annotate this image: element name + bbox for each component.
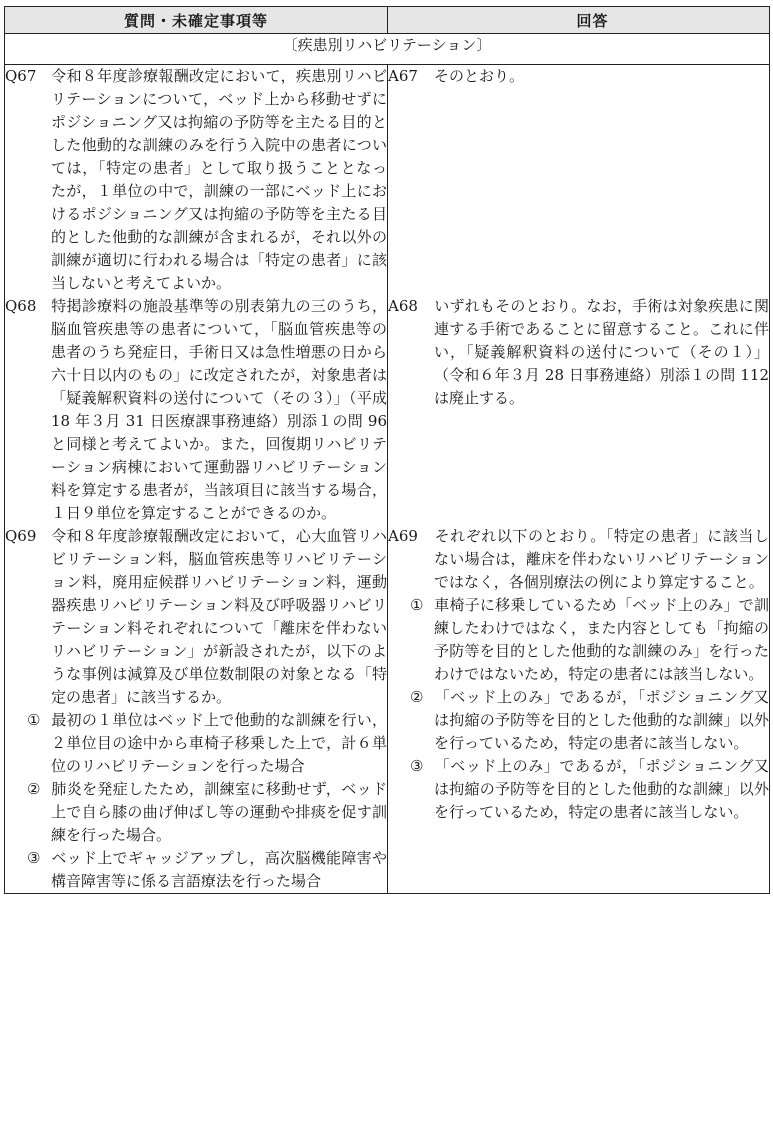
answer-text-67 <box>388 65 769 88</box>
qa-table <box>4 6 770 894</box>
qa-row-69 <box>5 525 770 894</box>
answer-body-67: そのとおり。 <box>434 67 525 85</box>
item-marker: ③ <box>410 757 424 775</box>
question-item <box>5 709 387 778</box>
question-text-69 <box>5 525 387 709</box>
item-marker: ① <box>27 711 41 729</box>
item-text: 「ベッド上のみ」であるが，「ポジショニング又は拘縮の予防等を目的とした他動的な訓練」以外を行っているため，特定の患者に該当しない。 <box>434 688 769 752</box>
question-cell-67 <box>5 65 388 296</box>
answer-label-68: A68 <box>388 297 418 315</box>
qa-row-67 <box>5 65 770 296</box>
answer-item <box>388 686 769 755</box>
question-body-67: 令和８年度診療報酬改定において，疾患別リハビリテーションについて，ベッド上から移動せずにポジショニング又は拘縮の予防等を主たる目的とした他動的な訓練のみを行う入院中の患者については，「特定の患者」として取り扱うこととなったが，１単位の中で，訓練の一部にベッド上におけるポジショニング又は拘縮の予防等を主たる目的とした他動的な訓練が含まれるが，それ以外の訓練が適切に行われる場合は「特定の患者」に該当しないと考えてよいか。 <box>51 67 387 292</box>
table-header-row <box>5 7 770 34</box>
section-row <box>5 34 770 65</box>
item-marker: ② <box>410 688 424 706</box>
item-marker: ③ <box>27 849 41 867</box>
item-marker: ① <box>410 596 424 614</box>
question-label-69: Q69 <box>5 527 37 545</box>
item-marker: ② <box>27 780 41 798</box>
answer-body-68: いずれもそのとおり。なお，手術は対象疾患に関連する手術であることに留意すること。これに伴い，「疑義解釈資料の送付について（その１）」（令和６年３月 28 日事務連絡）別添１の問 112 は廃止する。 <box>434 297 769 407</box>
question-item <box>5 778 387 847</box>
answer-body-69: それぞれ以下のとおり。「特定の患者」に該当しない場合は，離床を伴わないリハビリテーションではなく，各個別療法の例により算定すること。 <box>434 527 769 591</box>
question-cell-69 <box>5 525 388 894</box>
section-title: 〔疾患別リハビリテーション〕 <box>5 34 770 65</box>
question-column-header: 質問・未確定事項等 <box>5 7 388 34</box>
item-text: 車椅子に移乗しているため「ベッド上のみ」で訓練したわけではなく，また内容としても「拘縮の予防等を目的とした他動的な訓練のみ」を行ったわけではないため，特定の患者には該当しない。 <box>434 596 769 683</box>
answer-text-68 <box>388 295 769 410</box>
answer-label-67: A67 <box>388 67 418 85</box>
item-text: 肺炎を発症したため，訓練室に移動せず，ベッド上で自ら膝の曲げ伸ばし等の運動や排痰を促す訓練を行った場合。 <box>51 780 387 844</box>
question-label-67: Q67 <box>5 67 37 85</box>
question-cell-68 <box>5 295 388 525</box>
item-text: 最初の１単位はベッド上で他動的な訓練を行い，２単位目の途中から車椅子移乗した上で，計６単位のリハビリテーションを行った場合 <box>51 711 387 775</box>
question-body-68: 特掲診療料の施設基準等の別表第九の三のうち，脳血管疾患等の患者について，「脳血管疾患等の患者のうち発症日，手術日又は急性増悪の日から六十日以内のもの」に改定されたが，対象患者は「疑義解釈資料の送付について（その３）」（平成 18 年３月 31 日医療課事務連絡）別添１の問 96 と同様と考えてよいか。また，回復期リハビリテーション病棟において運動器リハビリテーション料を算定する患者が，当該項目に該当する場合，１日９単位を算定することができるのか。 <box>51 297 387 522</box>
answer-text-69 <box>388 525 769 594</box>
answer-cell-68 <box>388 295 770 525</box>
answer-label-69: A69 <box>388 527 418 545</box>
answer-item <box>388 594 769 686</box>
qa-row-68 <box>5 295 770 525</box>
question-label-68: Q68 <box>5 297 37 315</box>
question-body-69: 令和８年度診療報酬改定において，心大血管リハビリテーション料，脳血管疾患等リハビリテーション料，廃用症候群リハビリテーション料，運動器疾患リハビリテーション料及び呼吸器リハビリテーション料それぞれについて「離床を伴わないリハビリテーション」が新設されたが，以下のような事例は減算及び単位数制限の対象となる「特定の患者」に該当するか。 <box>51 527 387 706</box>
question-item <box>5 847 387 893</box>
item-text: 「ベッド上のみ」であるが，「ポジショニング又は拘縮の予防等を目的とした他動的な訓練」以外を行っているため，特定の患者に該当しない。 <box>434 757 769 821</box>
item-text: ベッド上でギャッジアップし，高次脳機能障害や構音障害等に係る言語療法を行った場合 <box>51 849 387 890</box>
answer-item <box>388 755 769 824</box>
question-text-67 <box>5 65 387 295</box>
question-text-68 <box>5 295 387 525</box>
answer-cell-67 <box>388 65 770 296</box>
answer-cell-69 <box>388 525 770 894</box>
answer-column-header: 回答 <box>388 7 770 34</box>
